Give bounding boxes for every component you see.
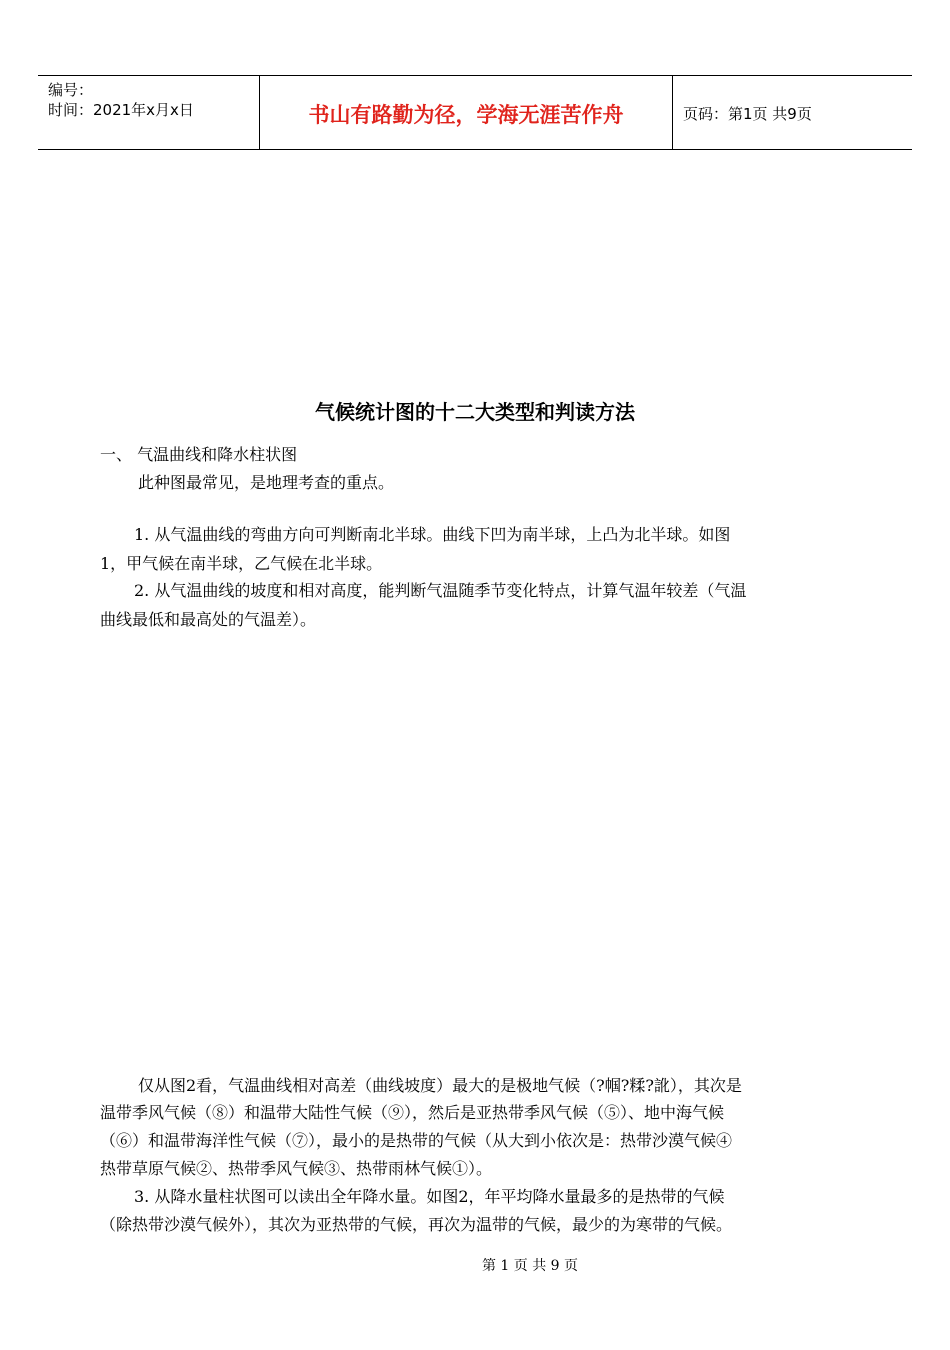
document-title: 气候统计图的十二大类型和判读方法 bbox=[315, 400, 635, 424]
motto: 书山有路勤为径，学海无涯苦作舟 bbox=[308, 103, 624, 127]
paragraph-1-line-1: 1. 从气温曲线的弯曲方向可判断南北半球。曲线下凹为南半球，上凸为北半球。如图 bbox=[134, 525, 731, 544]
paragraph-2-line-1: 2. 从气温曲线的坡度和相对高度，能判断气温随季节变化特点，计算气温年较差（气温 bbox=[134, 581, 747, 600]
paragraph-2-line-2: 曲线最低和最高处的气温差）。 bbox=[100, 610, 317, 629]
paragraph-1-line-2: 1，甲气候在南半球，乙气候在北半球。 bbox=[100, 554, 383, 573]
document-header bbox=[38, 75, 912, 150]
paragraph-3-line-2: 温带季风气候（⑧）和温带大陆性气候（⑨），然后是亚热带季风气候（⑤）、地中海气候 bbox=[100, 1103, 725, 1122]
paragraph-3-line-1: 仅从图2看，气温曲线相对高差（曲线坡度）最大的是极地气候（?帼?糅?訛），其次是 bbox=[138, 1076, 742, 1095]
paragraph-3-line-4: 热带草原气候②、热带季风气候③、热带雨林气候①）。 bbox=[100, 1159, 493, 1178]
number-label: 编号： bbox=[48, 81, 94, 99]
intro-paragraph: 此种图最常见，是地理考查的重点。 bbox=[138, 473, 395, 492]
header-meta-cell bbox=[38, 76, 260, 149]
time-label: 时间：2021年x月x日 bbox=[48, 101, 194, 119]
section-heading: 一、 气温曲线和降水柱状图 bbox=[100, 445, 298, 464]
paragraph-4-line-1: 3. 从降水量柱状图可以读出全年降水量。如图2，年平均降水量最多的是热带的气候 bbox=[134, 1187, 725, 1206]
paragraph-3-line-3: （⑥）和温带海洋性气候（⑦），最小的是热带的气候（从大到小依次是：热带沙漠气候④ bbox=[100, 1131, 733, 1150]
paragraph-4-line-2: （除热带沙漠气候外），其次为亚热带的气候，再次为温带的气候，最少的为寒带的气候。 bbox=[100, 1215, 733, 1234]
page-info: 页码：第1页 共9页 bbox=[683, 105, 812, 123]
header-motto-cell bbox=[260, 76, 673, 149]
page-footer: 第 1 页 共 9 页 bbox=[481, 1258, 579, 1274]
header-page-cell bbox=[673, 76, 912, 149]
